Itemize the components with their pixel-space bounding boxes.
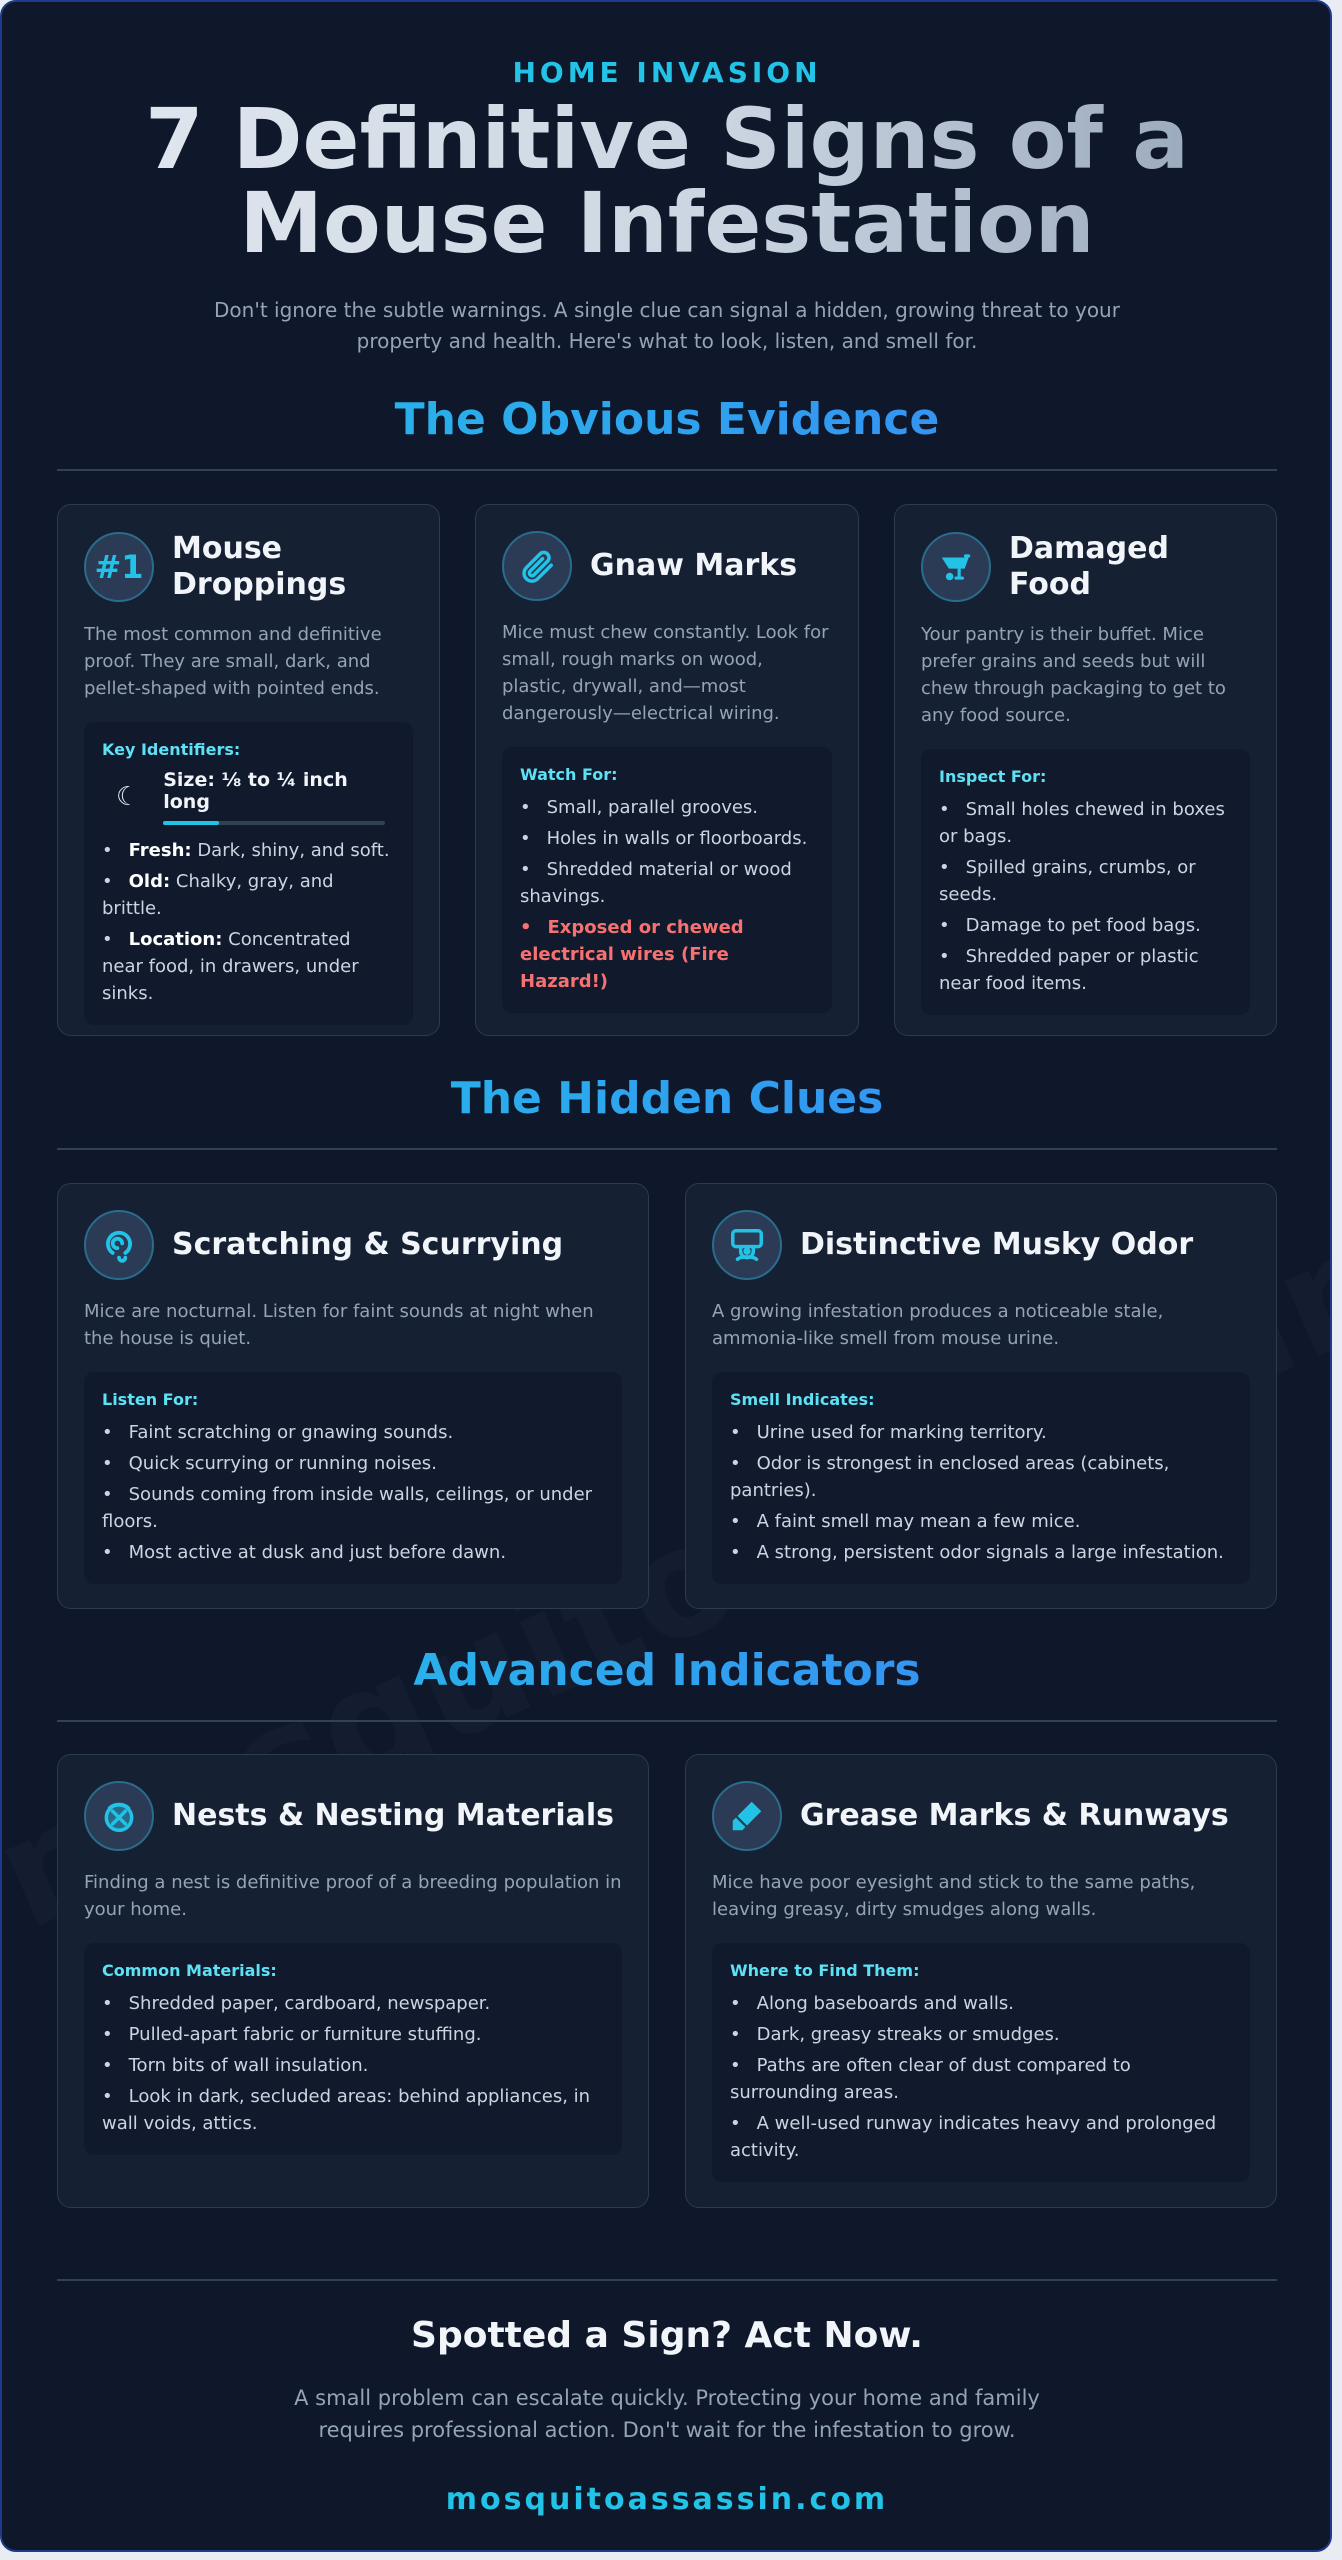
list-item: • Small, parallel grooves. <box>520 797 759 818</box>
crescent-icon: ☾ <box>116 782 140 812</box>
card-musky-odor <box>685 1183 1277 1609</box>
materials-box <box>84 1943 622 2155</box>
section-obvious <box>57 394 1277 471</box>
wheelbarrow-icon <box>921 532 991 602</box>
card-title: Gnaw Marks <box>590 548 798 583</box>
card-description: A growing infestation produces a noticeable stale, ammonia-like smell from mouse urine. <box>712 1301 1164 1349</box>
smell-list <box>730 1419 1232 1566</box>
section-divider <box>57 1720 1277 1722</box>
footer-divider <box>57 2279 1277 2281</box>
footer-title: Spotted a Sign? Act Now. <box>411 2315 923 2356</box>
intro-text: Don't ignore the subtle warnings. A single clue can signal a hidden, growing threat to your property and health. Here's what to look, listen, and smell for. <box>214 298 1120 353</box>
size-bar-fill <box>163 821 219 825</box>
kicker: HOME INVASION <box>512 56 822 89</box>
section-advanced <box>57 1645 1277 1722</box>
footer <box>57 2279 1277 2517</box>
list-item: • Sounds coming from inside walls, ceilings, or under floors. <box>102 1484 593 1532</box>
card-description: Finding a nest is definitive proof of a breeding population in your home. <box>84 1872 622 1920</box>
card-title: Grease Marks & Runways <box>800 1798 1229 1833</box>
list-item: • Location: Concentrated near food, in drawers, under sinks. <box>102 929 359 1004</box>
ear-icon <box>84 1210 154 1280</box>
card-gnaw-marks <box>475 504 859 1036</box>
box-label: Where to Find Them: <box>730 1961 920 1980</box>
inspect-box <box>921 749 1250 1015</box>
card-title: Damaged Food <box>1009 531 1169 602</box>
listen-box <box>84 1372 622 1584</box>
card-description: Your pantry is their buffet. Mice prefer grains and seeds but will chew through packaging to get to any food source. <box>921 624 1226 726</box>
card-title: Nests & Nesting Materials <box>172 1798 615 1833</box>
where-box <box>712 1943 1250 2182</box>
list-item: • A strong, persistent odor signals a large infestation. <box>730 1542 1224 1563</box>
list-item: • Fresh: Dark, shiny, and soft. <box>102 840 390 861</box>
header <box>57 2 1277 357</box>
section-hidden <box>57 1073 1277 1150</box>
where-list <box>730 1990 1232 2164</box>
box-label: Inspect For: <box>939 767 1047 786</box>
marker-icon <box>712 1781 782 1851</box>
card-head <box>84 1210 622 1280</box>
nest-icon <box>84 1781 154 1851</box>
list-item: • Torn bits of wall insulation. <box>102 2055 369 2076</box>
nose-icon <box>712 1210 782 1280</box>
section-divider <box>57 469 1277 471</box>
card-description: Mice are nocturnal. Listen for faint sounds at night when the house is quiet. <box>84 1301 594 1349</box>
website-link[interactable]: mosquitoassassin.com <box>445 2482 889 2517</box>
box-label: Listen For: <box>102 1390 199 1409</box>
list-item: • Most active at dusk and just before dawn. <box>102 1542 507 1563</box>
list-item: • Odor is strongest in enclosed areas (cabinets, pantries). <box>730 1453 1170 1501</box>
section-title-hidden: The Hidden Clues <box>57 1073 1277 1124</box>
card-description: The most common and definitive proof. They are small, dark, and pellet-shaped with pointed ends. <box>84 624 382 699</box>
content <box>57 2 1277 2517</box>
list-item: • Along baseboards and walls. <box>730 1993 1014 2014</box>
box-label: Key Identifiers: <box>102 740 241 759</box>
card-scratching <box>57 1183 649 1609</box>
list-item: • Paths are often clear of dust compared to surrounding areas. <box>730 2055 1131 2103</box>
section-divider <box>57 1148 1277 1150</box>
list-item: • Old: Chalky, gray, and brittle. <box>102 871 334 919</box>
list-item: • Damage to pet food bags. <box>939 915 1201 936</box>
identifier-list <box>102 837 395 1007</box>
card-head <box>712 1781 1250 1851</box>
title-line-2: Mouse Infestation <box>239 174 1095 272</box>
size-bar <box>163 821 385 825</box>
watch-list <box>520 794 814 995</box>
box-label: Smell Indicates: <box>730 1390 875 1409</box>
list-item: • Shredded paper, cardboard, newspaper. <box>102 1993 491 2014</box>
title-line-1: 7 Definitive Signs of a <box>145 90 1189 188</box>
list-item: • Shredded paper or plastic near food items. <box>939 946 1199 994</box>
size-text: Size: ⅛ to ¼ inch long <box>163 769 348 813</box>
box-label: Watch For: <box>520 765 618 784</box>
icon-number: #1 <box>94 548 144 586</box>
smell-box <box>712 1372 1250 1584</box>
list-item: • Dark, greasy streaks or smudges. <box>730 2024 1060 2045</box>
list-item: • Urine used for marking territory. <box>730 1422 1047 1443</box>
size-indicator <box>102 769 395 825</box>
card-description: Mice must chew constantly. Look for small, rough marks on wood, plastic, drywall, and—most dangerously—electrical wiring. <box>502 622 829 724</box>
box-label: Common Materials: <box>102 1961 277 1980</box>
card-description: Mice have poor eyesight and stick to the same paths, leaving greasy, dirty smudges along walls. <box>712 1872 1196 1920</box>
identifiers-box <box>84 722 413 1025</box>
materials-list <box>102 1990 604 2137</box>
list-item: • Quick scurrying or running noises. <box>102 1453 437 1474</box>
list-item: • Shredded material or wood shavings. <box>520 859 792 907</box>
list-item: • Holes in walls or floorboards. <box>520 828 808 849</box>
warning-item: • Exposed or chewed electrical wires (Fire Hazard!) <box>520 917 744 992</box>
listen-list <box>102 1419 604 1566</box>
list-item: • Spilled grains, crumbs, or seeds. <box>939 857 1196 905</box>
card-title: Distinctive Musky Odor <box>800 1227 1194 1262</box>
list-item: • A faint smell may mean a few mice. <box>730 1511 1081 1532</box>
page-title <box>57 90 1277 272</box>
list-item: • Small holes chewed in boxes or bags. <box>939 799 1225 847</box>
section-title-obvious: The Obvious Evidence <box>57 394 1277 445</box>
card-head <box>502 531 832 601</box>
card-damaged-food <box>894 504 1277 1036</box>
footer-text: A small problem can escalate quickly. Protecting your home and family requires professional action. Don't wait for the infestation to grow. <box>294 2386 1040 2442</box>
inspect-list <box>939 796 1232 997</box>
card-head <box>84 1781 622 1851</box>
card-nests <box>57 1754 649 2208</box>
card-head <box>712 1210 1250 1280</box>
card-title: Mouse Droppings <box>172 531 347 602</box>
card-grease-marks <box>685 1754 1277 2208</box>
list-item: • Pulled-apart fabric or furniture stuffing. <box>102 2024 482 2045</box>
card-head <box>921 531 1250 603</box>
list-item: • A well-used runway indicates heavy and prolonged activity. <box>730 2113 1217 2161</box>
number-one-icon <box>84 532 154 602</box>
list-item: • Look in dark, secluded areas: behind appliances, in wall voids, attics. <box>102 2086 591 2134</box>
watch-box <box>502 747 832 1013</box>
paperclip-icon <box>502 531 572 601</box>
card-mouse-droppings <box>57 504 440 1036</box>
section-title-advanced: Advanced Indicators <box>57 1645 1277 1696</box>
card-title: Scratching & Scurrying <box>172 1227 564 1262</box>
list-item: • Faint scratching or gnawing sounds. <box>102 1422 454 1443</box>
card-head <box>84 531 413 603</box>
